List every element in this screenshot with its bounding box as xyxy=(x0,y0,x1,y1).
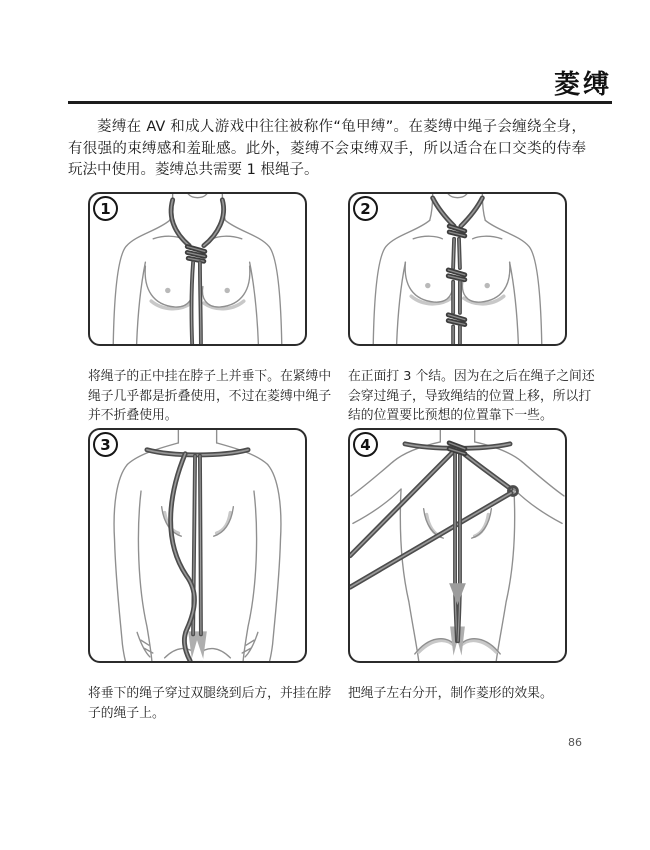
intro-paragraph: 菱缚在 AV 和成人游戏中往往被称作“龟甲缚”。在菱缚中绳子会缠绕全身，有很强的束缚感和羞耻感。此外，菱缚不会束缚双手，所以适合在口交类的侍奉玩法中使用。菱缚总共需要 1 根绳子。 xyxy=(68,119,586,178)
figure-2-illustration xyxy=(350,194,565,344)
figure-3-caption: 将垂下的绳子穿过双腿绕到后方，并挂在脖子的绳子上。 xyxy=(88,686,332,721)
page-title: 菱缚 xyxy=(553,70,612,100)
figure-2-panel xyxy=(348,192,567,346)
figure-2-number-badge xyxy=(353,196,378,221)
figure-1-panel xyxy=(88,192,307,346)
figure-4-illustration xyxy=(350,430,565,661)
figure-4-number-badge xyxy=(353,432,378,457)
title-divider xyxy=(68,101,612,104)
page-number: 86 xyxy=(568,736,582,749)
figure-3-number: 3 xyxy=(100,435,111,454)
figure-3-panel xyxy=(88,428,307,663)
figure-3-number-badge xyxy=(93,432,118,457)
figure-1-number: 1 xyxy=(100,199,111,218)
figure-4-number: 4 xyxy=(360,435,371,454)
figure-1-illustration xyxy=(90,194,305,344)
figure-4-panel xyxy=(348,428,567,663)
figure-2-number: 2 xyxy=(360,199,371,218)
figure-4-caption: 把绳子左右分开，制作菱形的效果。 xyxy=(348,686,553,701)
figure-1-number-badge xyxy=(93,196,118,221)
figure-3-illustration xyxy=(90,430,305,661)
figure-1-caption: 将绳子的正中挂在脖子上并垂下。在紧缚中绳子几乎都是折叠使用，不过在菱缚中绳子并不折叠使用。 xyxy=(88,369,332,423)
figure-2-caption: 在正面打 3 个结。因为在之后在绳子之间还会穿过绳子，导致绳结的位置上移，所以打结的位置要比预想的位置靠下一些。 xyxy=(348,369,595,423)
